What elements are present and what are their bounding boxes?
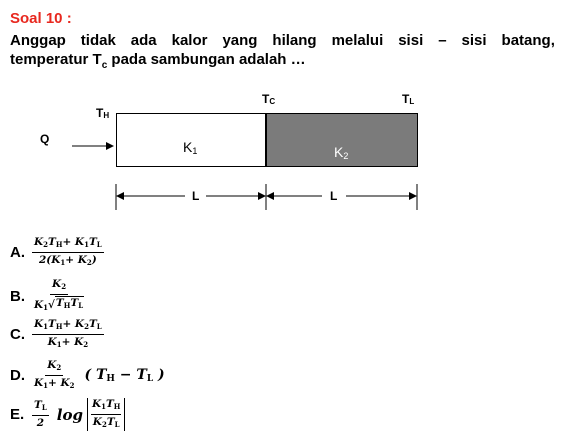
option-a-fraction xyxy=(32,236,104,269)
length-label-right: L xyxy=(330,189,338,203)
option-c-letter: C. xyxy=(10,326,25,343)
question-tc-subscript: c xyxy=(101,60,108,71)
sqrt-symbol: √ $T_HT_L$ xyxy=(48,297,84,311)
question-word: batang, xyxy=(501,32,555,49)
option-d[interactable] xyxy=(10,359,165,392)
option-c-numerator: $K_1T_H+ K_2T_L$ xyxy=(32,318,104,335)
label-tc-main: T xyxy=(262,92,270,106)
option-a[interactable] xyxy=(10,236,108,269)
label-k1-sub: 1 xyxy=(192,146,198,156)
question-word: Anggap xyxy=(10,32,66,49)
question-word: tidak xyxy=(80,32,116,49)
question-line2-post: pada sambungan adalah … xyxy=(107,51,306,68)
option-e-numerator: $T_L$ xyxy=(32,399,49,416)
option-e-denominator: 2 xyxy=(36,417,45,429)
question-word: – xyxy=(438,32,447,49)
option-d-expression: ( $T_H - T_L$ ) xyxy=(84,367,165,384)
option-b[interactable] xyxy=(10,278,90,314)
option-e[interactable] xyxy=(10,398,125,431)
question-line2-pre: temperatur T xyxy=(10,51,102,68)
label-tl-main: T xyxy=(402,92,410,106)
length-label-left: L xyxy=(192,189,200,203)
option-e-log: log xyxy=(56,405,83,424)
option-e-letter: E. xyxy=(10,406,25,423)
option-c[interactable] xyxy=(10,318,108,351)
label-tc-sub: C xyxy=(269,97,276,106)
question-word: sisi xyxy=(398,32,424,49)
option-d-numerator: $K_2$ xyxy=(45,359,63,376)
question-word: ada xyxy=(130,32,157,49)
option-a-numerator: $K_2T_H+ K_1T_L$ xyxy=(32,236,104,253)
option-b-letter: B. xyxy=(10,287,25,305)
option-a-denominator: $2(K_1+ K_2)$ xyxy=(38,254,97,267)
question-word: yang xyxy=(222,32,258,49)
option-c-fraction xyxy=(32,318,104,351)
option-d-fraction xyxy=(32,359,76,392)
option-e-bracket-denominator: $K_2T_L$ xyxy=(92,416,120,429)
option-d-denominator: $K_1+ K_2$ xyxy=(34,377,75,390)
label-tl-sub: L xyxy=(409,97,415,106)
label-k2-main: K xyxy=(334,144,344,160)
option-e-fraction xyxy=(32,399,49,430)
option-a-letter: A. xyxy=(10,244,25,261)
question-word: kalor xyxy=(171,32,208,49)
label-q: Q xyxy=(40,132,50,146)
label-th-main: T xyxy=(96,106,104,120)
option-d-letter: D. xyxy=(10,367,25,384)
question-word: hilang xyxy=(272,32,317,49)
label-k1-main: K xyxy=(183,139,193,155)
label-th-sub: H xyxy=(103,111,110,120)
option-b-denominator: $K_1√$ $T_HT_L$ xyxy=(34,297,84,312)
question-word: sisi xyxy=(461,32,487,49)
option-b-numerator: $K_2$ xyxy=(50,278,68,295)
option-b-fraction xyxy=(32,278,86,314)
option-c-denominator: $K_1+ K_2$ xyxy=(47,336,89,349)
option-e-bracket-numerator: $K_1T_H$ xyxy=(91,398,121,415)
option-e-bracket xyxy=(87,398,125,431)
label-k2-sub: 2 xyxy=(343,151,349,161)
question-number-title: Soal 10 : xyxy=(10,10,72,27)
question-word: melalui xyxy=(331,32,384,49)
